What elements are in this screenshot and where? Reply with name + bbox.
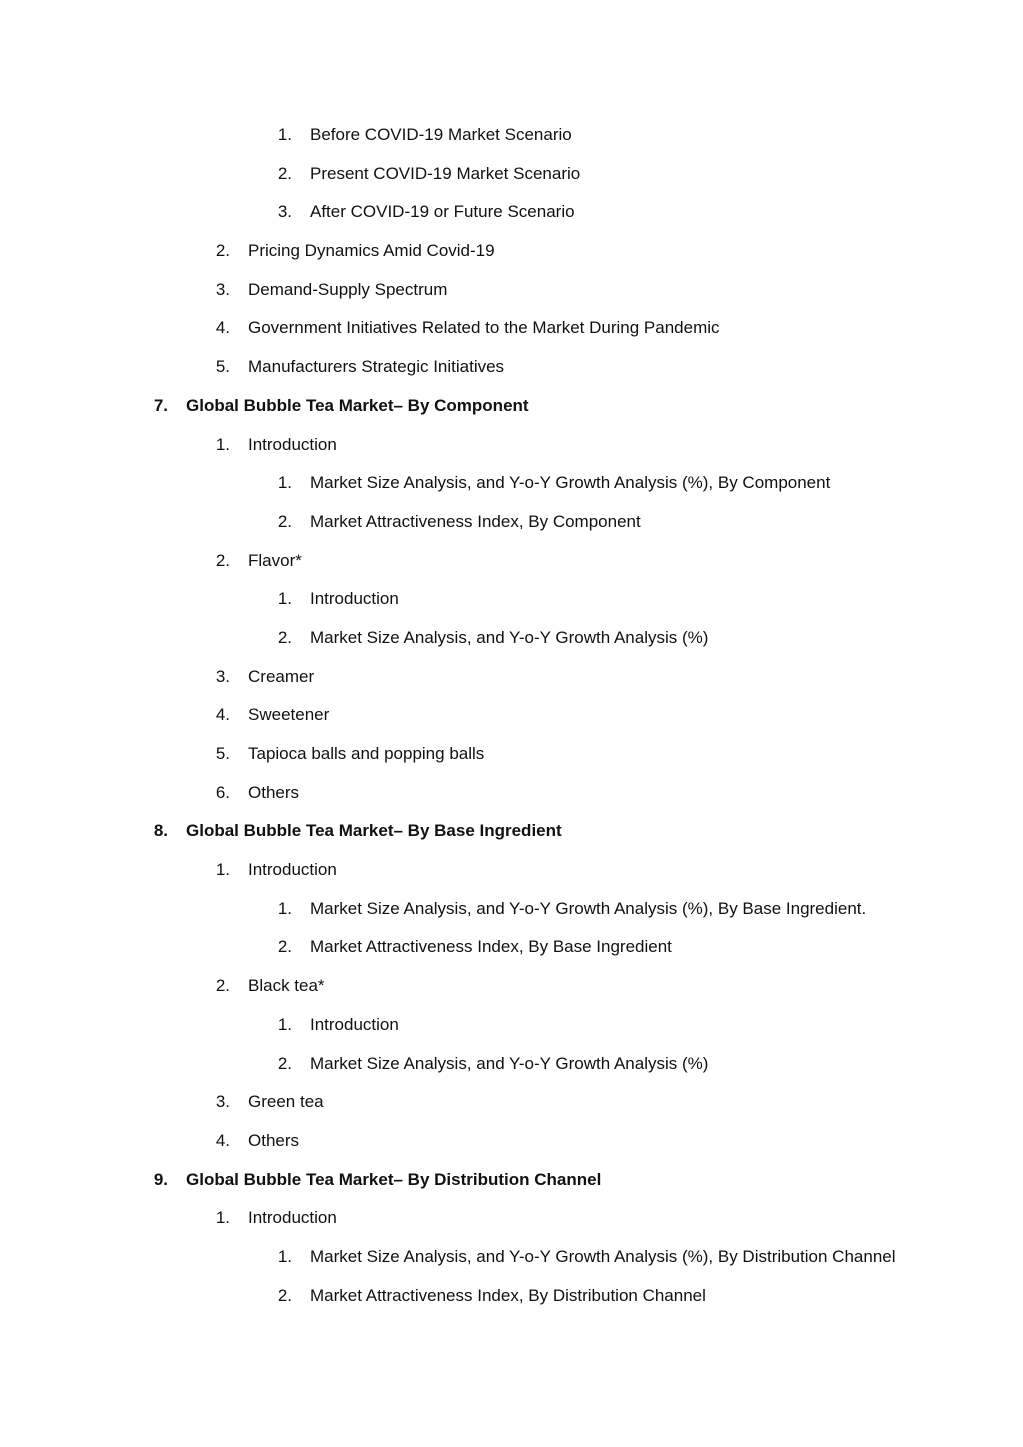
toc-list-item bbox=[0, 735, 1023, 774]
toc-item-text: Before COVID-19 Market Scenario bbox=[310, 125, 572, 144]
toc-section-heading bbox=[0, 387, 1023, 426]
toc-item-text: Others bbox=[248, 1130, 300, 1150]
toc-item-text: Market Attractiveness Index, By Distribution Channel bbox=[310, 1285, 706, 1305]
toc-list-item bbox=[0, 464, 1023, 503]
toc-item-text: Market Attractiveness Index, By Base Ingredient bbox=[310, 937, 672, 957]
toc-item-text: Creamer bbox=[248, 666, 315, 686]
toc-item-number: 4. bbox=[215, 1130, 230, 1150]
toc-item-number: 8. bbox=[153, 821, 168, 841]
toc-item-number: 3. bbox=[215, 1092, 230, 1112]
toc-item-text: Introduction bbox=[310, 1014, 399, 1034]
toc-item-text: Introduction bbox=[310, 589, 399, 609]
toc-item-number: 1. bbox=[277, 898, 292, 918]
toc-item-number: 1. bbox=[215, 860, 230, 880]
toc-item-text: Introduction bbox=[248, 1208, 337, 1228]
toc-item-number: 1. bbox=[277, 473, 292, 493]
toc-item-number: 4. bbox=[215, 705, 230, 725]
toc-item-text: Pricing Dynamics Amid Covid-19 bbox=[248, 241, 495, 261]
toc-item-number: 3. bbox=[277, 202, 292, 222]
toc-list-item bbox=[0, 271, 1023, 310]
toc-item-number: 1. bbox=[277, 589, 292, 609]
toc-item-number: 1. bbox=[277, 125, 292, 144]
table-of-contents bbox=[0, 116, 1023, 1315]
toc-item-number: 2. bbox=[277, 1053, 292, 1073]
toc-list-item bbox=[0, 232, 1023, 271]
toc-list-item bbox=[0, 928, 1023, 967]
toc-item-text: Market Size Analysis, and Y-o-Y Growth Analysis (%), By Distribution Channel bbox=[310, 1246, 896, 1266]
toc-list-item bbox=[0, 155, 1023, 194]
toc-item-text: Market Size Analysis, and Y-o-Y Growth Analysis (%) bbox=[310, 1053, 709, 1073]
toc-item-text: Government Initiatives Related to the Market During Pandemic bbox=[248, 318, 720, 338]
toc-item-text: Market Size Analysis, and Y-o-Y Growth Analysis (%), By Component bbox=[310, 473, 831, 493]
toc-list-item bbox=[0, 1122, 1023, 1161]
toc-item-text: Market Size Analysis, and Y-o-Y Growth Analysis (%) bbox=[310, 627, 709, 647]
toc-item-number: 2. bbox=[277, 937, 292, 957]
toc-item-text: Global Bubble Tea Market– By Distribution Channel bbox=[186, 1169, 602, 1189]
toc-item-number: 5. bbox=[215, 357, 230, 377]
toc-item-number: 2. bbox=[277, 627, 292, 647]
toc-item-number: 1. bbox=[215, 1208, 230, 1228]
toc-item-text: Global Bubble Tea Market– By Base Ingredient bbox=[186, 821, 562, 841]
toc-item-number: 3. bbox=[215, 279, 230, 299]
toc-list-item bbox=[0, 580, 1023, 619]
toc-item-text: Black tea* bbox=[248, 976, 325, 996]
toc-item-number: 2. bbox=[215, 550, 230, 570]
toc-item-text: After COVID-19 or Future Scenario bbox=[310, 202, 575, 222]
toc-item-text: Market Size Analysis, and Y-o-Y Growth Analysis (%), By Base Ingredient. bbox=[310, 898, 867, 918]
toc-item-text: Present COVID-19 Market Scenario bbox=[310, 163, 581, 183]
toc-item-text: Global Bubble Tea Market– By Component bbox=[186, 395, 529, 415]
toc-list-item bbox=[0, 619, 1023, 658]
toc-item-number: 3. bbox=[215, 666, 230, 686]
toc-list-item bbox=[0, 542, 1023, 581]
toc-list-item bbox=[0, 193, 1023, 232]
toc-list-item bbox=[0, 774, 1023, 813]
toc-item-number: 1. bbox=[277, 1246, 292, 1266]
toc-item-number: 4. bbox=[215, 318, 230, 338]
toc-item-text: Introduction bbox=[248, 434, 337, 454]
toc-item-text: Manufacturers Strategic Initiatives bbox=[248, 357, 505, 377]
toc-item-number: 2. bbox=[277, 511, 292, 531]
toc-item-number: 1. bbox=[215, 434, 230, 454]
toc-list-item bbox=[0, 426, 1023, 465]
toc-section-heading bbox=[0, 812, 1023, 851]
toc-list-item bbox=[0, 1199, 1023, 1238]
toc-list-item bbox=[0, 967, 1023, 1006]
toc-item-number: 6. bbox=[215, 782, 230, 802]
toc-list-item bbox=[0, 116, 1023, 155]
toc-item-number: 2. bbox=[215, 241, 230, 261]
toc-item-number: 1. bbox=[277, 1014, 292, 1034]
toc-list-item bbox=[0, 1045, 1023, 1084]
toc-item-text: Market Attractiveness Index, By Component bbox=[310, 511, 641, 531]
toc-list-item bbox=[0, 309, 1023, 348]
toc-list-item bbox=[0, 348, 1023, 387]
toc-list-item bbox=[0, 1083, 1023, 1122]
toc-list-item bbox=[0, 696, 1023, 735]
toc-list-item bbox=[0, 1277, 1023, 1316]
toc-item-number: 9. bbox=[153, 1169, 168, 1189]
toc-item-number: 2. bbox=[277, 1285, 292, 1305]
toc-item-number: 7. bbox=[153, 395, 168, 415]
toc-item-text: Introduction bbox=[248, 860, 337, 880]
toc-list-item bbox=[0, 851, 1023, 890]
toc-item-text: Green tea bbox=[248, 1092, 324, 1112]
toc-item-text: Demand-Supply Spectrum bbox=[248, 279, 448, 299]
toc-list-item bbox=[0, 503, 1023, 542]
toc-list-item bbox=[0, 658, 1023, 697]
toc-item-text: Others bbox=[248, 782, 300, 802]
toc-item-number: 2. bbox=[277, 163, 292, 183]
toc-list-item bbox=[0, 890, 1023, 929]
toc-item-number: 2. bbox=[215, 976, 230, 996]
toc-item-number: 5. bbox=[215, 744, 230, 763]
toc-section-heading bbox=[0, 1161, 1023, 1200]
toc-item-text: Flavor* bbox=[248, 550, 302, 570]
toc-list-item bbox=[0, 1006, 1023, 1045]
toc-item-text: Tapioca balls and popping balls bbox=[248, 744, 485, 763]
toc-list-item bbox=[0, 1238, 1023, 1277]
toc-item-text: Sweetener bbox=[248, 705, 330, 725]
